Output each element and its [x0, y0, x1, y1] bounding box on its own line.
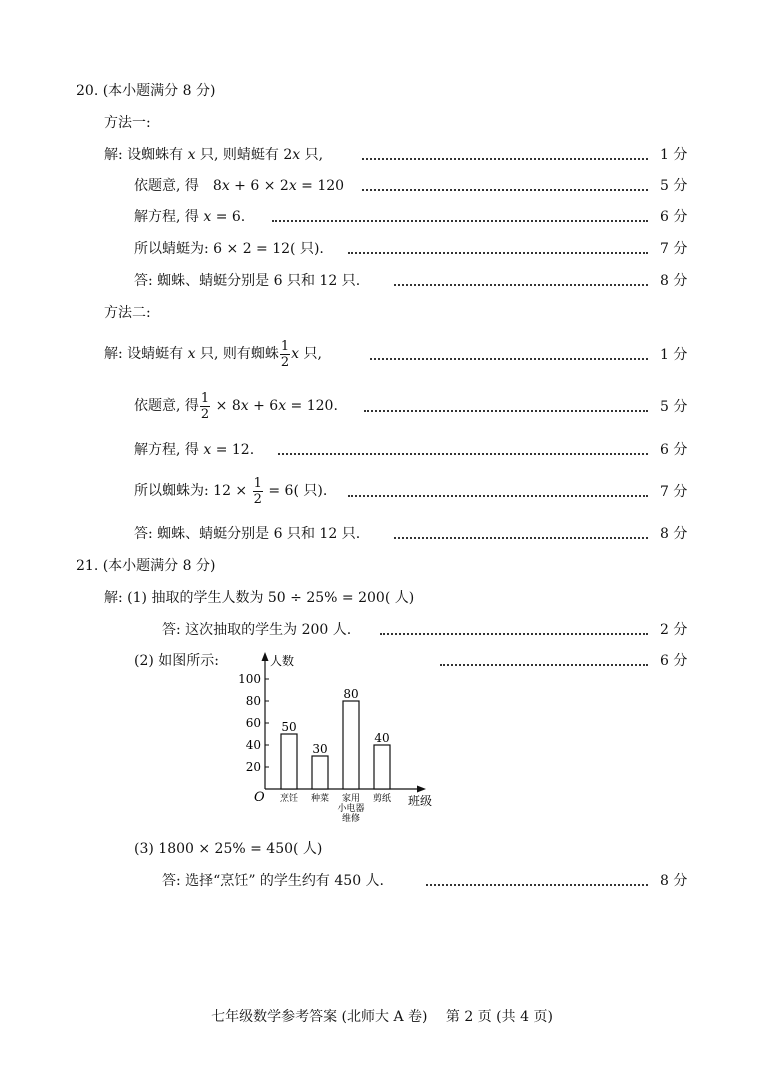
q20-m2-line2: 依题意, 得 $\frac{1}{2}$ × 8x + 6x = 120. — [134, 390, 338, 422]
q20-m1-l2-score: 5 分 — [660, 178, 688, 194]
bar-chart — [230, 648, 450, 828]
q20-method2-title: 方法二: — [104, 305, 151, 321]
q20-m1-l5-score: 8 分 — [660, 273, 688, 289]
q20-m2-l4-score: 7 分 — [660, 484, 688, 500]
q20-m1-line3: 解方程, 得 x = 6. — [134, 209, 246, 225]
category-label: 小电器 — [337, 804, 365, 814]
q20-m1-l1-score: 1 分 — [660, 147, 688, 163]
q20-m2-l2-leader — [364, 410, 648, 412]
y-axis-arrow — [262, 652, 269, 661]
q20-m1-l3-leader — [272, 220, 648, 222]
q20-m1-l5-leader — [394, 284, 648, 286]
q21-part2: (2) 如图所示: — [134, 653, 219, 669]
category-label: 剪纸 — [372, 794, 392, 804]
q20-m2-l5-leader — [394, 537, 648, 539]
bar-value-label: 40 — [374, 731, 390, 745]
bar — [374, 745, 390, 789]
bar-value-label: 80 — [343, 687, 359, 701]
q21-part1: 解: (1) 抽取的学生人数为 50 ÷ 25% = 200( 人) — [104, 590, 415, 606]
q20-m2-l3-leader — [278, 453, 648, 455]
q21-p3-score: 8 分 — [660, 873, 688, 889]
bar — [281, 734, 297, 789]
y-tick-label: 20 — [245, 760, 261, 774]
q20-m2-line5: 答: 蜘蛛、蜻蜓分别是 6 只和 12 只. — [134, 526, 361, 542]
q20-m1-l4-score: 7 分 — [660, 241, 688, 257]
q20-m2-l2-score: 5 分 — [660, 399, 688, 415]
category-label: 家用 — [341, 794, 361, 804]
q20-m1-l1-leader — [362, 158, 648, 160]
q20-m1-l4-leader — [348, 252, 648, 254]
q20-m2-line1: 解: 设蜻蜓有 x 只, 则有蜘蛛 $\frac{1}{2}$ x 只, — [104, 338, 322, 370]
q20-m1-l3-score: 6 分 — [660, 209, 688, 225]
q20-m2-l4-leader — [348, 495, 648, 497]
origin-label: O — [254, 790, 265, 805]
bar-value-label: 30 — [312, 742, 328, 756]
category-label: 维修 — [341, 814, 361, 824]
x-axis-arrow — [417, 786, 426, 793]
q21-p3-leader — [426, 884, 648, 886]
x-axis-label: 班级 — [408, 794, 433, 808]
y-axis-label: 人数 — [270, 654, 295, 668]
q21-p1-score: 2 分 — [660, 622, 688, 638]
q20-m2-l1-score: 1 分 — [660, 347, 688, 363]
bar-value-label: 50 — [281, 720, 297, 734]
fraction: $\frac{1}{2}$ — [280, 338, 290, 370]
category-label: 烹饪 — [279, 794, 299, 804]
bar — [343, 701, 359, 789]
q20-m2-l3-score: 6 分 — [660, 442, 688, 458]
y-tick-label: 100 — [238, 672, 261, 686]
q21-p2-score: 6 分 — [660, 653, 688, 669]
q21-part3-answer: 答: 选择“烹饪” 的学生约有 450 人. — [162, 873, 385, 889]
q20-method1-title: 方法一: — [104, 115, 151, 131]
q20-m2-line3: 解方程, 得 x = 12. — [134, 442, 255, 458]
q20-m1-line1: 解: 设蜘蛛有 x 只, 则蜻蜓有 2x 只, — [104, 147, 324, 163]
q20-m2-l5-score: 8 分 — [660, 526, 688, 542]
bar — [312, 756, 328, 789]
y-tick-label: 80 — [245, 694, 261, 708]
q20-m2-l1-leader — [370, 358, 648, 360]
q21-p2-leader — [440, 664, 648, 666]
fraction: $\frac{1}{2}$ — [200, 390, 210, 422]
y-tick-label: 60 — [245, 716, 261, 730]
q20-m1-line4: 所以蜻蜓为: 6 × 2 = 12( 只). — [134, 241, 324, 257]
q21-part3: (3) 1800 × 25% = 450( 人) — [134, 841, 323, 857]
q21-part1-answer: 答: 这次抽取的学生为 200 人. — [162, 622, 352, 638]
fraction: $\frac{1}{2}$ — [253, 475, 262, 507]
category-label: 种菜 — [310, 794, 330, 804]
q20-m1-line5: 答: 蜘蛛、蜻蜓分别是 6 只和 12 只. — [134, 273, 361, 289]
q20-m1-l2-leader — [362, 189, 648, 191]
q20-header: 20. (本小题满分 8 分) — [76, 83, 216, 99]
q21-header: 21. (本小题满分 8 分) — [76, 558, 216, 574]
q20-m1-line2: 依题意, 得 8x + 6 × 2x = 120 — [134, 178, 345, 194]
q20-m2-line4: 所以蜘蛛为: 12 × $\frac{1}{2}$ = 6( 只). — [134, 475, 328, 507]
y-tick-label: 40 — [245, 738, 261, 752]
q21-p1-leader — [380, 633, 648, 635]
page-footer: 七年级数学参考答案 (北师大 A 卷) 第 2 页 (共 4 页) — [211, 1009, 553, 1025]
